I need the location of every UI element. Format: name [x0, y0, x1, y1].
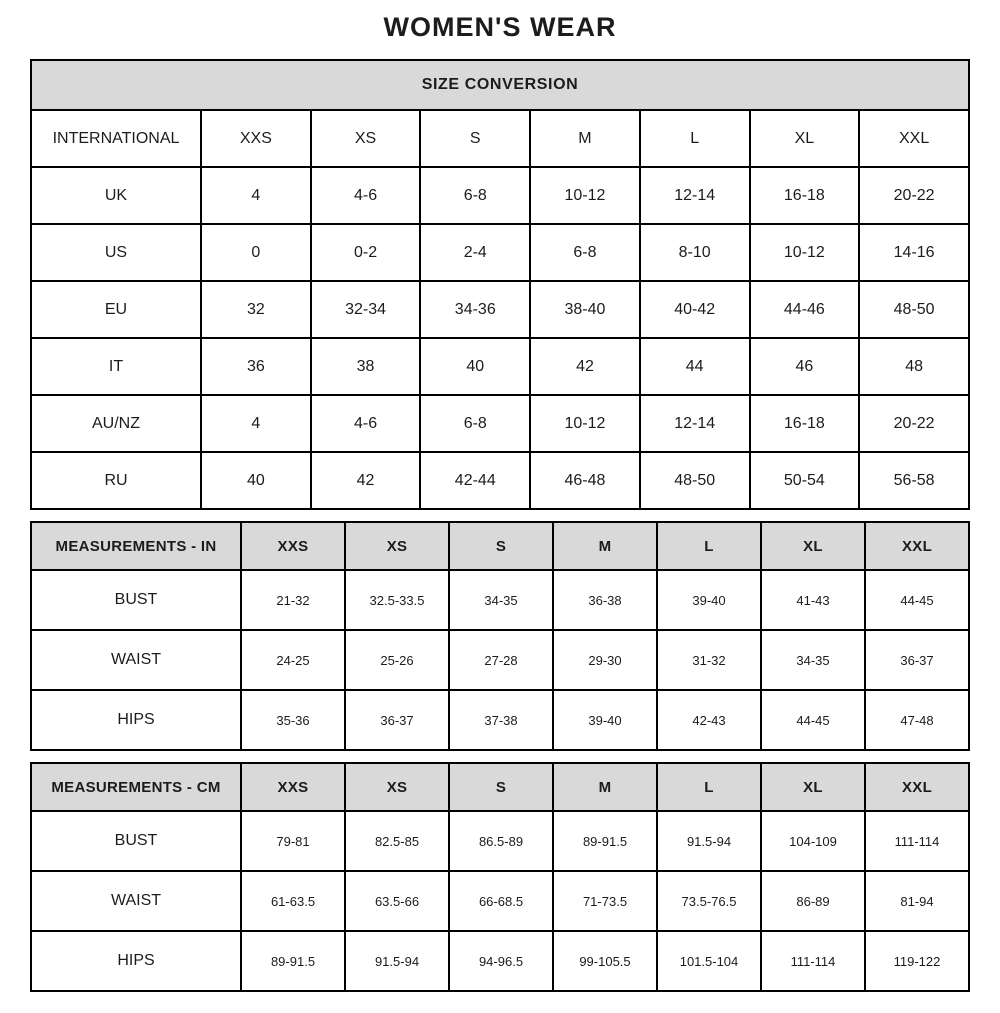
value-cell: 34-35	[761, 630, 865, 690]
value-cell: 61-63.5	[241, 871, 345, 931]
value-cell: 47-48	[865, 690, 969, 750]
header-row	[31, 763, 969, 811]
value-cell: 46	[750, 338, 860, 395]
value-cell: 2-4	[420, 224, 530, 281]
row-label: RU	[31, 452, 201, 509]
table-row	[31, 570, 969, 630]
value-cell: 32.5-33.5	[345, 570, 449, 630]
table-row	[31, 224, 969, 281]
value-cell: 42-43	[657, 690, 761, 750]
value-cell: 91.5-94	[345, 931, 449, 991]
value-cell: 48-50	[859, 281, 969, 338]
value-cell: 36-37	[345, 690, 449, 750]
value-cell: 38	[311, 338, 421, 395]
value-cell: 16-18	[750, 395, 860, 452]
value-cell: 34-35	[449, 570, 553, 630]
table-title: SIZE CONVERSION	[31, 60, 969, 110]
value-cell: 14-16	[859, 224, 969, 281]
value-cell: 42	[530, 338, 640, 395]
value-cell: 20-22	[859, 167, 969, 224]
row-label: US	[31, 224, 201, 281]
value-cell: 71-73.5	[553, 871, 657, 931]
value-cell: 86-89	[761, 871, 865, 931]
value-cell: 41-43	[761, 570, 865, 630]
value-cell: 16-18	[750, 167, 860, 224]
value-cell: 24-25	[241, 630, 345, 690]
row-label: BUST	[31, 811, 241, 871]
size-conversion-table	[30, 59, 970, 510]
value-cell: 0	[201, 224, 311, 281]
value-cell: 66-68.5	[449, 871, 553, 931]
value-cell: 89-91.5	[241, 931, 345, 991]
value-cell: 79-81	[241, 811, 345, 871]
value-cell: 21-32	[241, 570, 345, 630]
value-cell: 32-34	[311, 281, 421, 338]
value-cell: 40-42	[640, 281, 750, 338]
row-label: UK	[31, 167, 201, 224]
value-cell: 119-122	[865, 931, 969, 991]
value-cell: 6-8	[420, 167, 530, 224]
header-size-cell: XXS	[201, 110, 311, 167]
header-size-cell: XXL	[859, 110, 969, 167]
value-cell: 12-14	[640, 167, 750, 224]
header-size-cell: M	[553, 522, 657, 570]
value-cell: 91.5-94	[657, 811, 761, 871]
header-size-cell: XXS	[241, 522, 345, 570]
value-cell: 36	[201, 338, 311, 395]
header-size-cell: S	[420, 110, 530, 167]
value-cell: 50-54	[750, 452, 860, 509]
value-cell: 27-28	[449, 630, 553, 690]
table-row	[31, 452, 969, 509]
value-cell: 104-109	[761, 811, 865, 871]
value-cell: 8-10	[640, 224, 750, 281]
value-cell: 56-58	[859, 452, 969, 509]
value-cell: 81-94	[865, 871, 969, 931]
value-cell: 36-38	[553, 570, 657, 630]
table-title-row	[31, 60, 969, 110]
table-row	[31, 167, 969, 224]
value-cell: 46-48	[530, 452, 640, 509]
header-size-cell: XL	[761, 763, 865, 811]
row-label: WAIST	[31, 630, 241, 690]
row-label: IT	[31, 338, 201, 395]
page-title: WOMEN'S WEAR	[383, 12, 617, 42]
value-cell: 32	[201, 281, 311, 338]
value-cell: 44-45	[761, 690, 865, 750]
header-label-cell: MEASUREMENTS - IN	[31, 522, 241, 570]
value-cell: 34-36	[420, 281, 530, 338]
value-cell: 35-36	[241, 690, 345, 750]
value-cell: 48-50	[640, 452, 750, 509]
value-cell: 10-12	[530, 395, 640, 452]
row-label: EU	[31, 281, 201, 338]
header-label-cell: INTERNATIONAL	[31, 110, 201, 167]
value-cell: 6-8	[530, 224, 640, 281]
value-cell: 86.5-89	[449, 811, 553, 871]
table-row	[31, 871, 969, 931]
value-cell: 39-40	[657, 570, 761, 630]
value-cell: 10-12	[530, 167, 640, 224]
value-cell: 44-46	[750, 281, 860, 338]
row-label: HIPS	[31, 690, 241, 750]
header-size-cell: S	[449, 522, 553, 570]
value-cell: 44-45	[865, 570, 969, 630]
header-row	[31, 110, 969, 167]
value-cell: 6-8	[420, 395, 530, 452]
value-cell: 101.5-104	[657, 931, 761, 991]
value-cell: 89-91.5	[553, 811, 657, 871]
header-size-cell: XXL	[865, 522, 969, 570]
row-label: BUST	[31, 570, 241, 630]
value-cell: 111-114	[761, 931, 865, 991]
header-size-cell: XS	[311, 110, 421, 167]
value-cell: 63.5-66	[345, 871, 449, 931]
table-row	[31, 630, 969, 690]
value-cell: 94-96.5	[449, 931, 553, 991]
value-cell: 0-2	[311, 224, 421, 281]
header-size-cell: XS	[345, 522, 449, 570]
value-cell: 82.5-85	[345, 811, 449, 871]
value-cell: 36-37	[865, 630, 969, 690]
value-cell: 12-14	[640, 395, 750, 452]
value-cell: 39-40	[553, 690, 657, 750]
header-size-cell: L	[640, 110, 750, 167]
value-cell: 31-32	[657, 630, 761, 690]
value-cell: 48	[859, 338, 969, 395]
value-cell: 42-44	[420, 452, 530, 509]
row-label: AU/NZ	[31, 395, 201, 452]
header-size-cell: XXL	[865, 763, 969, 811]
header-size-cell: L	[657, 763, 761, 811]
table-row	[31, 395, 969, 452]
header-label-cell: MEASUREMENTS - CM	[31, 763, 241, 811]
header-size-cell: M	[530, 110, 640, 167]
header-size-cell: XL	[750, 110, 860, 167]
table-row	[31, 811, 969, 871]
value-cell: 37-38	[449, 690, 553, 750]
header-size-cell: M	[553, 763, 657, 811]
measurements-inches-table	[30, 521, 970, 751]
value-cell: 40	[420, 338, 530, 395]
value-cell: 25-26	[345, 630, 449, 690]
value-cell: 44	[640, 338, 750, 395]
header-size-cell: L	[657, 522, 761, 570]
value-cell: 38-40	[530, 281, 640, 338]
row-label: WAIST	[31, 871, 241, 931]
header-size-cell: XL	[761, 522, 865, 570]
value-cell: 42	[311, 452, 421, 509]
table-row	[31, 338, 969, 395]
value-cell: 4	[201, 395, 311, 452]
row-label: HIPS	[31, 931, 241, 991]
value-cell: 40	[201, 452, 311, 509]
measurements-centimeters-table	[30, 762, 970, 992]
value-cell: 29-30	[553, 630, 657, 690]
value-cell: 4-6	[311, 167, 421, 224]
table-row	[31, 281, 969, 338]
value-cell: 73.5-76.5	[657, 871, 761, 931]
value-cell: 10-12	[750, 224, 860, 281]
header-row	[31, 522, 969, 570]
value-cell: 4	[201, 167, 311, 224]
header-size-cell: XXS	[241, 763, 345, 811]
value-cell: 20-22	[859, 395, 969, 452]
table-row	[31, 690, 969, 750]
value-cell: 99-105.5	[553, 931, 657, 991]
value-cell: 4-6	[311, 395, 421, 452]
value-cell: 111-114	[865, 811, 969, 871]
table-row	[31, 931, 969, 991]
header-size-cell: S	[449, 763, 553, 811]
header-size-cell: XS	[345, 763, 449, 811]
